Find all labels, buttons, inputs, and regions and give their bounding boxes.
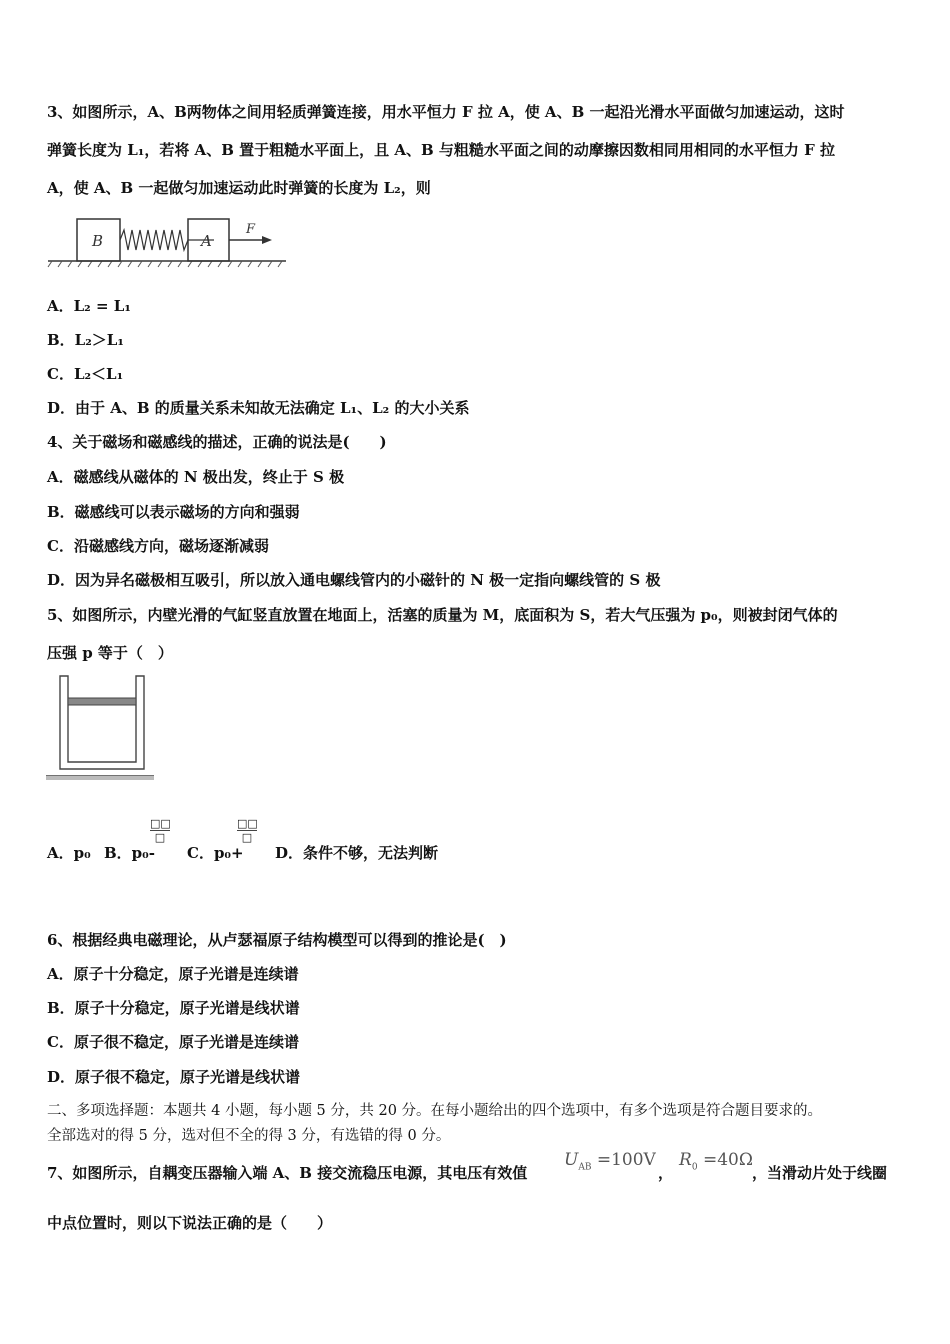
q7-stem-line1a: 7、如图所示，自耦变压器输入端 A、B 接交流稳压电源，其电压有效值 <box>47 1164 528 1182</box>
q6-option-c: C．原子很不稳定，原子光谱是连续谱 <box>47 1033 299 1051</box>
cylinder-piston-figure <box>46 674 156 782</box>
q3-stem-line2: 弹簧长度为 L₁，若将 A、B 置于粗糙水平面上，且 A、B 与粗糙水平面之间的动摩擦因数相同用相同的水平恒力 F 拉 <box>47 141 835 159</box>
fraction-denominator: □ <box>154 831 166 844</box>
q5-option-b: B．p₀- <box>104 844 155 862</box>
q5-option-b-fraction <box>150 818 170 843</box>
q3-stem-line3: A，使 A、B 一起做匀加速运动此时弹簧的长度为 L₂，则 <box>47 179 431 197</box>
q4-option-d: D．因为异名磁极相互吸引，所以放入通电螺线管内的小磁针的 N 极一定指向螺线管的 S 极 <box>47 571 661 589</box>
q5-stem-line2: 压强 p 等于（ ） <box>47 644 173 662</box>
q4-option-a: A．磁感线从磁体的 N 极出发，终止于 S 极 <box>47 468 345 486</box>
resistance-symbol: R <box>679 1150 692 1170</box>
q5-option-a: A．p₀ <box>47 844 91 862</box>
block-b-label: B <box>92 232 104 250</box>
q3-option-d: D．由于 A、B 的质量关系未知故无法确定 L₁、L₂ 的大小关系 <box>47 399 470 417</box>
q5-option-c-fraction <box>237 818 257 843</box>
q7-voltage-formula <box>564 1150 656 1172</box>
q3-option-b: B．L₂＞L₁ <box>47 331 124 349</box>
q3-option-c: C．L₂＜L₁ <box>47 365 124 383</box>
voltage-value: =100V <box>596 1150 656 1170</box>
cylinder-wall <box>60 676 144 769</box>
q7-resistance-formula <box>679 1150 753 1172</box>
q5-stem-line1: 5、如图所示，内壁光滑的气缸竖直放置在地面上，活塞的质量为 M，底面积为 S，若大气压强为 p₀，则被封闭气体的 <box>47 606 838 624</box>
block-a-label: A <box>201 232 212 250</box>
q3-stem-line1: 3、如图所示，A、B两物体之间用轻质弹簧连接，用水平恒力 F 拉 A，使 A、B 一起沿光滑水平面做匀加速运动，这时 <box>47 103 845 121</box>
q7-stem-line2: 中点位置时，则以下说法正确的是（ ） <box>47 1214 333 1232</box>
spring <box>120 230 214 250</box>
q4-option-b: B．磁感线可以表示磁场的方向和强弱 <box>47 503 300 521</box>
voltage-symbol: U <box>564 1150 579 1170</box>
fraction-numerator: □□ <box>237 817 258 830</box>
q3-option-a: A．L₂ = L₁ <box>47 297 131 315</box>
voltage-subscript: AB <box>578 1162 592 1173</box>
section2-instructions-line1: 二、多项选择题：本题共 4 小题，每小题 5 分，共 20 分。在每小题给出的四个选项中，有多个选项是符合题目要求的。 <box>47 1103 823 1119</box>
floor-shading <box>46 776 154 780</box>
fraction-numerator: □□ <box>150 817 171 830</box>
fraction-denominator: □ <box>241 831 253 844</box>
q6-option-d: D．原子很不稳定，原子光谱是线状谱 <box>47 1068 301 1086</box>
ground-hatching <box>48 261 282 267</box>
resistance-value: =40Ω <box>702 1150 753 1170</box>
resistance-subscript: 0 <box>691 1162 698 1173</box>
section2-instructions-line2: 全部选对的得 5 分，选对但不全的得 3 分，有选错的得 0 分。 <box>47 1128 451 1144</box>
q4-option-c: C．沿磁感线方向，磁场逐渐减弱 <box>47 537 269 555</box>
q5-option-c: C．p₀+ <box>187 844 244 862</box>
q6-stem: 6、根据经典电磁理论，从卢瑟福原子结构模型可以得到的推论是( ) <box>47 931 507 949</box>
q5-option-d: D．条件不够，无法判断 <box>275 844 439 862</box>
q6-option-b: B．原子十分稳定，原子光谱是线状谱 <box>47 999 300 1017</box>
q7-comma: ， <box>658 1164 674 1182</box>
q4-stem: 4、关于磁场和磁感线的描述，正确的说法是( ) <box>47 433 387 451</box>
force-arrowhead <box>262 236 272 244</box>
q7-stem-line1b: ，当滑动片处于线圈 <box>752 1164 888 1182</box>
spring-blocks-figure <box>46 213 291 269</box>
piston <box>68 698 136 705</box>
force-label: F <box>246 222 256 237</box>
q6-option-a: A．原子十分稳定，原子光谱是连续谱 <box>47 965 299 983</box>
